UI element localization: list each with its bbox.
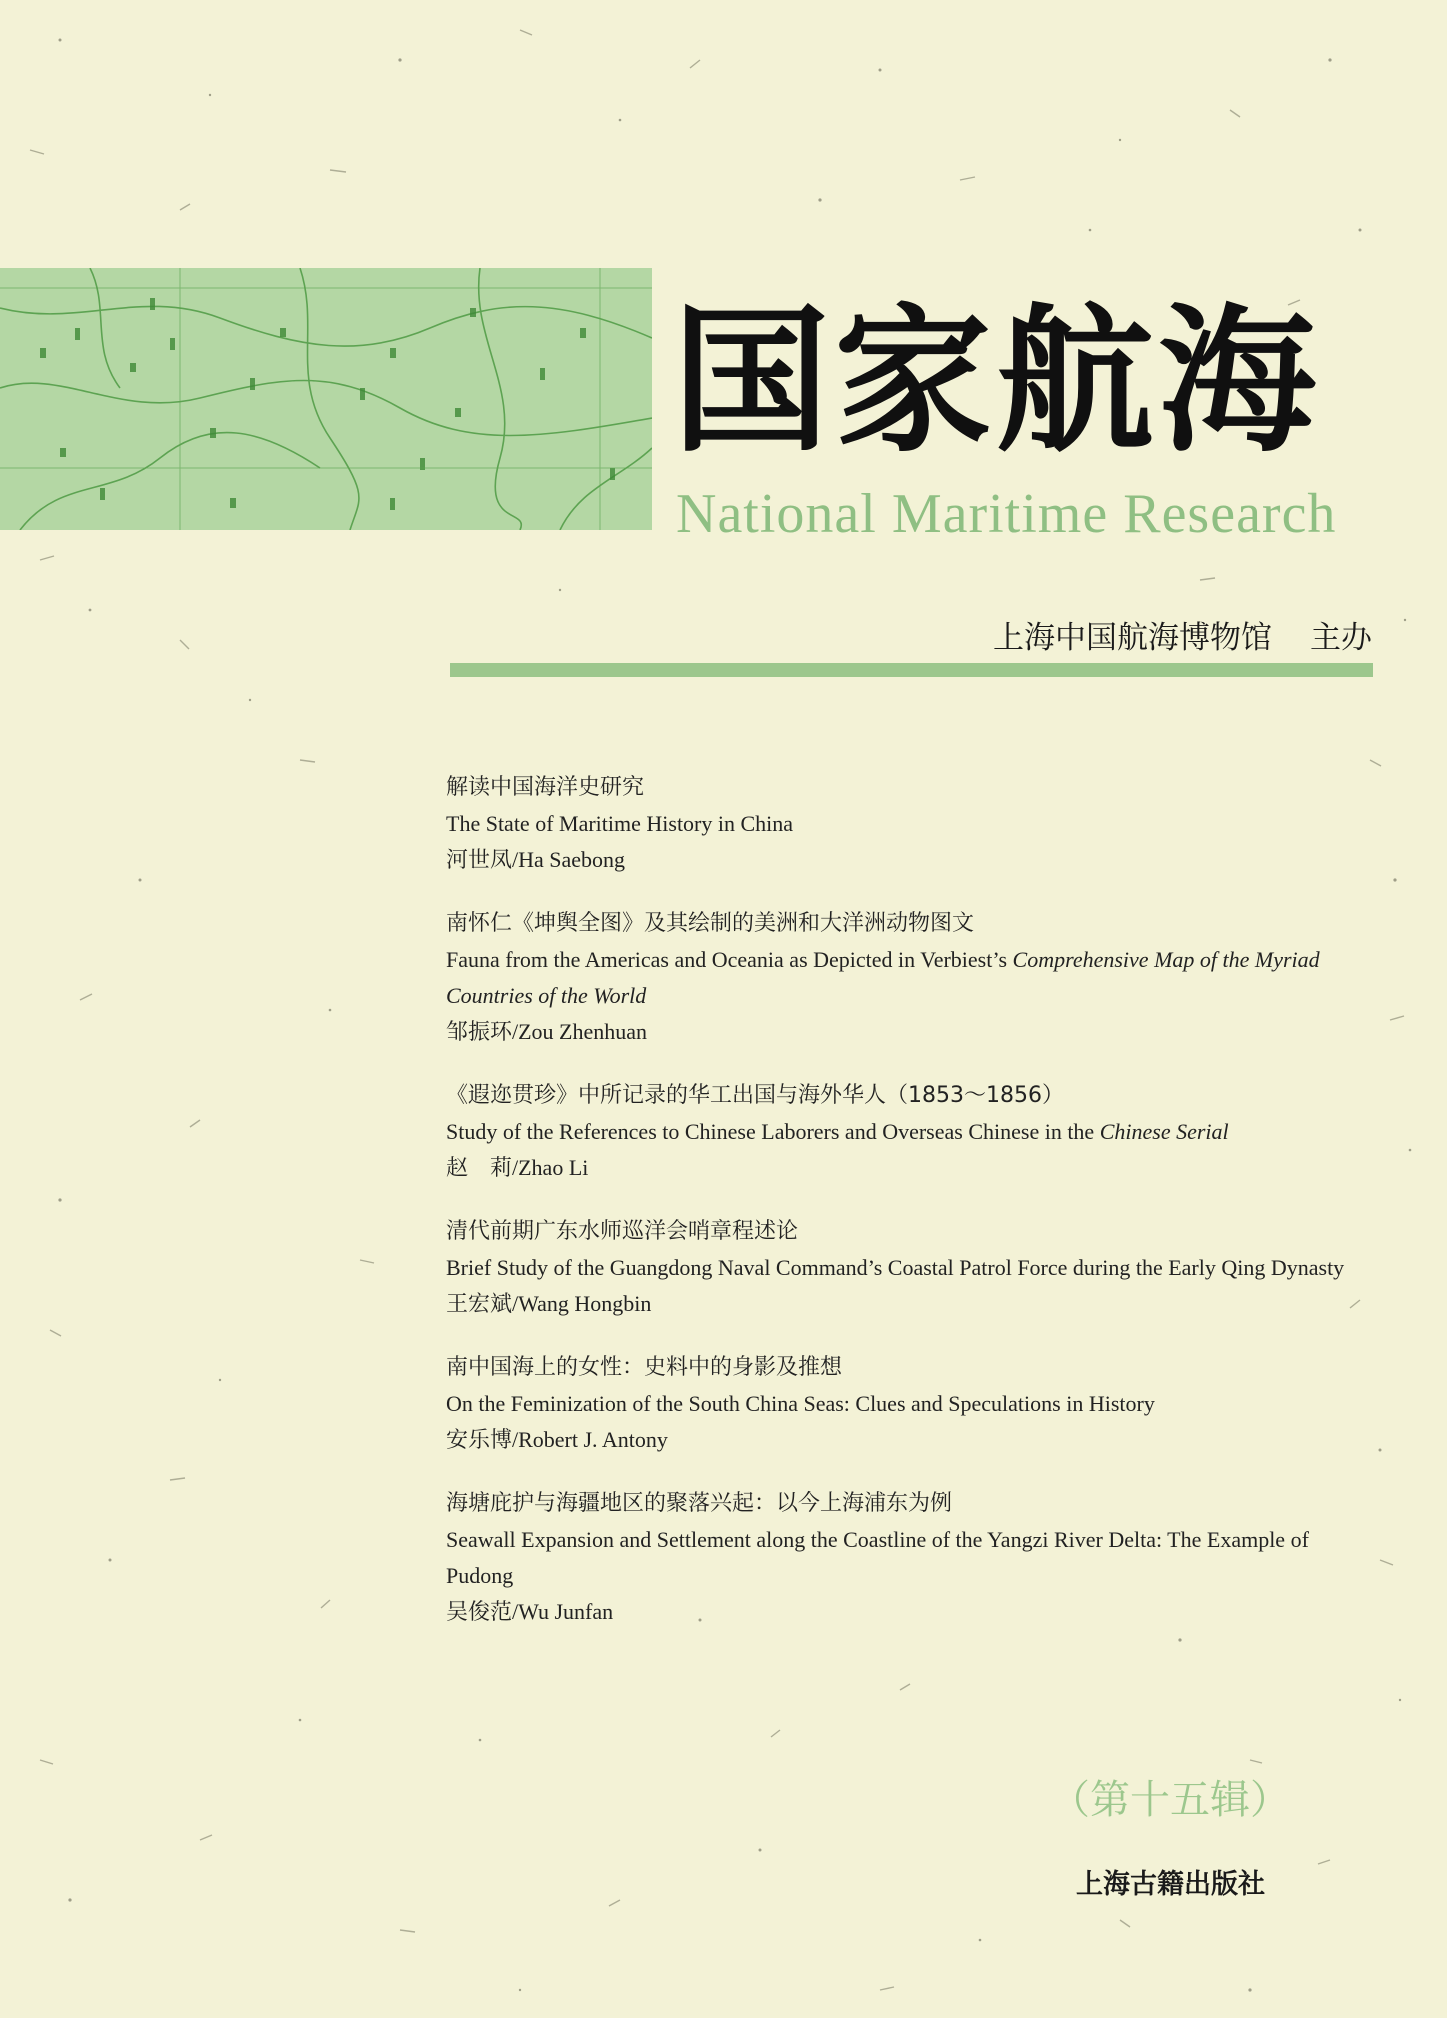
article-author: 河世凤/Ha Saebong <box>446 847 626 872</box>
article-title-chinese: 清代前期广东水师巡洋会哨章程述论 <box>446 1219 799 1244</box>
article-author: 吴俊范/Wu Junfan <box>446 1599 614 1624</box>
publisher-name: 上海古籍出版社 <box>1076 1869 1265 1900</box>
article-author: 赵 莉/Zhao Li <box>446 1155 589 1180</box>
ancient-map-illustration <box>0 268 652 530</box>
article-entry <box>446 1078 1366 1186</box>
article-entry <box>446 1214 1366 1322</box>
issue-number: （第十五辑） <box>1050 1777 1290 1823</box>
article-title-english-plain: Fauna from the Americas and Oceania as Depicted in Verbiest’s <box>446 947 1013 972</box>
article-title-chinese: 海塘庇护与海疆地区的聚落兴起：以今上海浦东为例 <box>446 1491 953 1516</box>
green-divider-bar <box>450 663 1373 677</box>
journal-title-english: National Maritime Research <box>676 483 1337 545</box>
article-title-english <box>446 942 1366 1014</box>
article-title-english: Seawall Expansion and Settlement along the Coastline of the Yangzi River Delta: The Example of Pudong <box>446 1527 1309 1588</box>
article-title-chinese: 南中国海上的女性：史料中的身影及推想 <box>446 1355 843 1380</box>
article-title-english <box>446 1114 1366 1150</box>
article-entry <box>446 1350 1366 1458</box>
article-title-english-italic: Comprehensive Map of the Myriad Countries of the World <box>446 947 1320 1008</box>
article-entry <box>446 1486 1366 1630</box>
journal-title-chinese: 国家航海 <box>672 289 1320 474</box>
article-title-english: On the Feminization of the South China Seas: Clues and Speculations in History <box>446 1391 1155 1416</box>
article-title-chinese: 《遐迩贯珍》中所记录的华工出国与海外华人（1853～1856） <box>446 1083 1064 1108</box>
article-title-english-italic: Chinese Serial <box>1099 1119 1229 1144</box>
sponsor-line <box>892 612 1372 657</box>
sponsor-organization: 上海中国航海博物馆 <box>993 620 1272 656</box>
table-of-contents <box>446 770 1366 1658</box>
article-title-english: The State of Maritime History in China <box>446 811 794 836</box>
sponsor-role: 主办 <box>1310 620 1372 656</box>
article-title-chinese: 解读中国海洋史研究 <box>446 775 645 800</box>
article-entry <box>446 906 1366 1050</box>
article-author: 王宏斌/Wang Hongbin <box>446 1291 652 1316</box>
article-title-english-plain: Study of the References to Chinese Laborers and Overseas Chinese in the <box>446 1119 1100 1144</box>
article-title-english: Brief Study of the Guangdong Naval Command’s Coastal Patrol Force during the Early Qing Dynasty <box>446 1255 1345 1280</box>
article-author: 安乐博/Robert J. Antony <box>446 1427 668 1452</box>
article-entry <box>446 770 1366 878</box>
article-title-chinese: 南怀仁《坤舆全图》及其绘制的美洲和大洋洲动物图文 <box>446 911 975 936</box>
article-author: 邹振环/Zou Zhenhuan <box>446 1019 648 1044</box>
